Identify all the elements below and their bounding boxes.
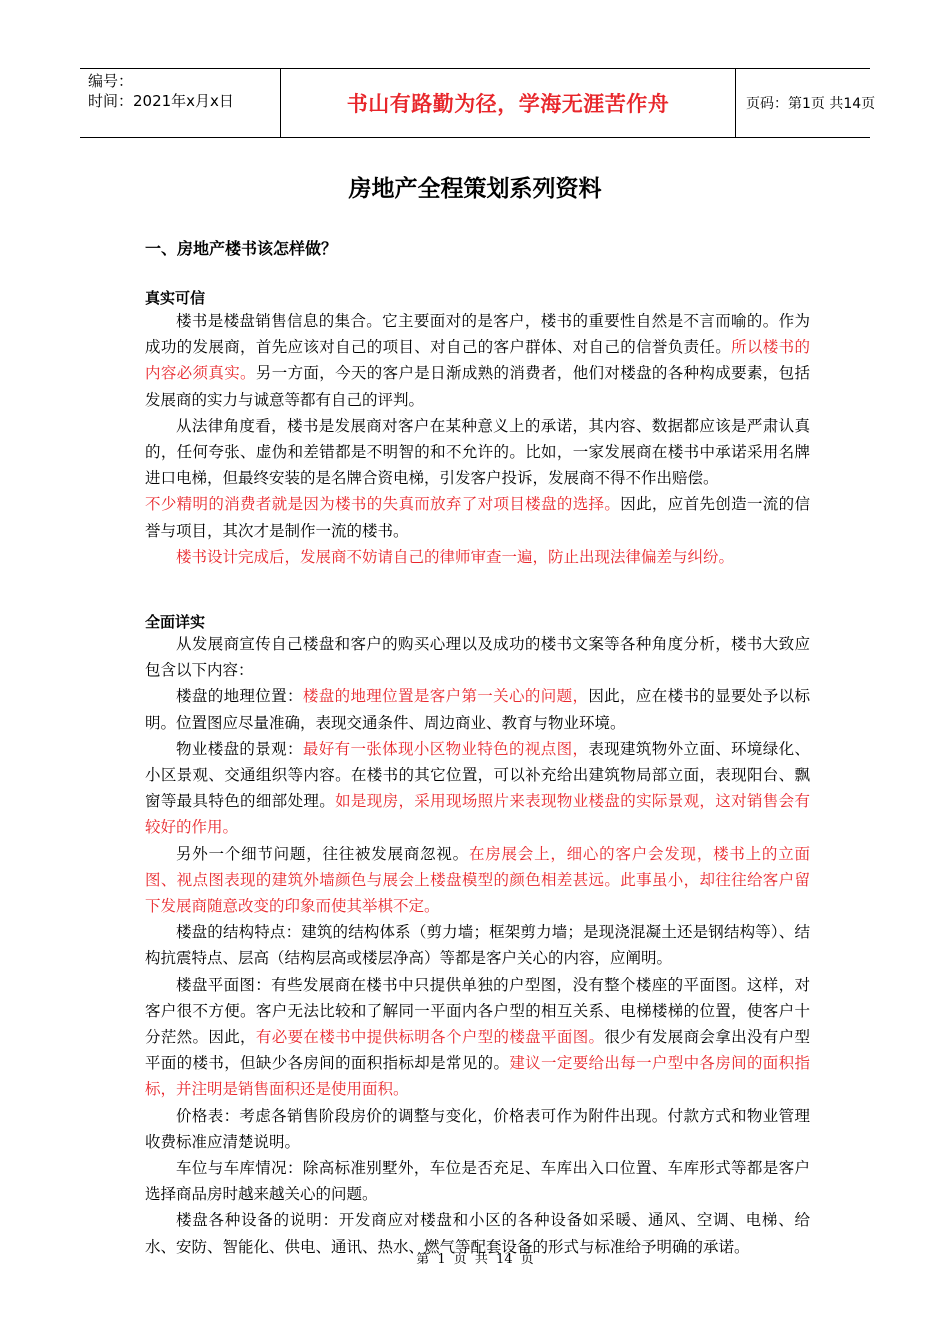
paragraph <box>145 736 810 841</box>
text: 表现建筑物外立面、环境绿化、小区景观、交通组织等内容。在楼书的其它位置，可以补充给出建筑物局部立面，表现阳台、飘窗等最具特色的细部处理。 <box>145 739 810 811</box>
text: 楼盘平面图：有些发展商在楼书中只提供单独的户型图，没有整个楼座的平面图。这样，对客户很不方便。客户无法比较和了解同一平面内各户型的相互关系、电梯楼梯的位置，使客户十分茫然。因此， <box>145 975 810 1047</box>
section-heading: 一、房地产楼书该怎样做？ <box>145 239 338 258</box>
highlight-text: 有必要在楼书中提供标明各个户型的楼盘平面图。 <box>255 1028 605 1047</box>
highlight-text: 不少精明的消费者就是因为楼书的失真而放弃了对项目楼盘的选择。 <box>145 495 621 514</box>
highlight-text: 楼盘的地理位置是客户第一关心的问题， <box>302 687 589 706</box>
paragraph <box>145 841 810 920</box>
highlight-text: 建议一定要给出每一户型中各房间的面积指标，并注明是销售面积还是使用面积。 <box>145 1054 810 1099</box>
section-full-body <box>145 631 810 1260</box>
paragraph <box>145 683 810 735</box>
paragraph: 从法律角度看，楼书是发展商对客户在某种意义上的承诺，其内容、数据都应该是严肃认真的，任何夸张、虚伪和差错都是不明智的和不允许的。比如，一家发展商在楼书中承诺采用名牌进口电梯，但最终安装的是名牌合资电梯，引发客户投诉，发展商不得不作出赔偿。 <box>145 416 810 488</box>
paragraph: 价格表：考虑各销售阶段房价的调整与变化，价格表可作为附件出现。付款方式和物业管理收费标准应清楚说明。 <box>145 1106 810 1151</box>
text: 很少有发展商会拿出没有户型平面的楼书，但缺少各房间的面积指标却是常见的。 <box>145 1028 810 1073</box>
subheading-full: 全面详实 <box>145 613 206 631</box>
highlight-text: 如是现房，采用现场照片来表现物业楼盘的实际景观，这对销售会有较好的作用。 <box>145 792 810 837</box>
page-header <box>80 68 876 138</box>
paragraph: 从发展商宣传自己楼盘和客户的购买心理以及成功的楼书文案等各种角度分析，楼书大致应包含以下内容： <box>145 635 810 680</box>
section-real-body <box>145 308 810 570</box>
highlight-text: 所以楼书的内容必须真实。 <box>145 338 810 383</box>
text: 另外一个细节问题，往往被发展商忽视。 <box>176 844 469 863</box>
text: 因此，应首先创造一流的信誉与项目，其次才是制作一流的楼书。 <box>145 495 810 540</box>
header-meta <box>80 69 280 137</box>
number-label: 编号： <box>88 72 134 90</box>
subheading-real: 真实可信 <box>145 289 206 307</box>
header-page-code: 页码：第1页 共14页 <box>746 96 876 112</box>
paragraph <box>145 972 810 1103</box>
text: 物业楼盘的景观： <box>176 739 303 758</box>
highlight-text: 在房展会上，细心的客户会发现，楼书上的立面图、视点图表现的建筑外墙颜色与展会上楼盘模型的颜色相差甚远。此事虽小，却往往给客户留下发展商随意改变的印象而使其举棋不定。 <box>145 844 810 916</box>
header-motto: 书山有路勤为径，学海无涯苦作舟 <box>280 69 736 137</box>
paragraph <box>145 491 810 543</box>
paragraph-highlight: 楼书设计完成后，发展商不妨请自己的律师审查一遍，防止出现法律偏差与纠纷。 <box>176 547 735 566</box>
text: 因此，应在楼书的显要处予以标明。位置图应尽量准确，表现交通条件、周边商业、教育与物业环境。 <box>145 687 810 732</box>
paragraph <box>145 308 810 413</box>
document-title: 房地产全程策划系列资料 <box>348 176 602 202</box>
text: 楼书是楼盘销售信息的集合。它主要面对的是客户，楼书的重要性自然是不言而喻的。作为成功的发展商，首先应该对自己的项目、对自己的客户群体、对自己的信誉负责任。 <box>145 312 810 357</box>
text: 楼盘的地理位置： <box>176 687 303 706</box>
time-label: 时间：2021年x月x日 <box>88 92 234 110</box>
page-footer: 第 1 页 共 14 页 <box>416 1252 534 1267</box>
paragraph: 楼盘各种设备的说明：开发商应对楼盘和小区的各种设备如采暖、通风、空调、电梯、给水、安防、智能化、供电、通讯、热水、燃气等配套设备的形式与标准给予明确的承诺。 <box>145 1211 810 1256</box>
paragraph: 楼盘的结构特点：建筑的结构体系（剪力墙；框架剪力墙；是现浇混凝土还是钢结构等）、结构抗震特点、层高（结构层高或楼层净高）等都是客户关心的内容，应阐明。 <box>145 923 810 968</box>
paragraph: 车位与车库情况：除高标准别墅外，车位是否充足、车库出入口位置、车库形式等都是客户选择商品房时越来越关心的问题。 <box>145 1159 810 1204</box>
text: 另一方面，今天的客户是日渐成熟的消费者，他们对楼盘的各种构成要素，包括发展商的实力与诚意等都有自己的评判。 <box>145 364 810 409</box>
highlight-text: 最好有一张体现小区物业特色的视点图， <box>302 739 589 758</box>
